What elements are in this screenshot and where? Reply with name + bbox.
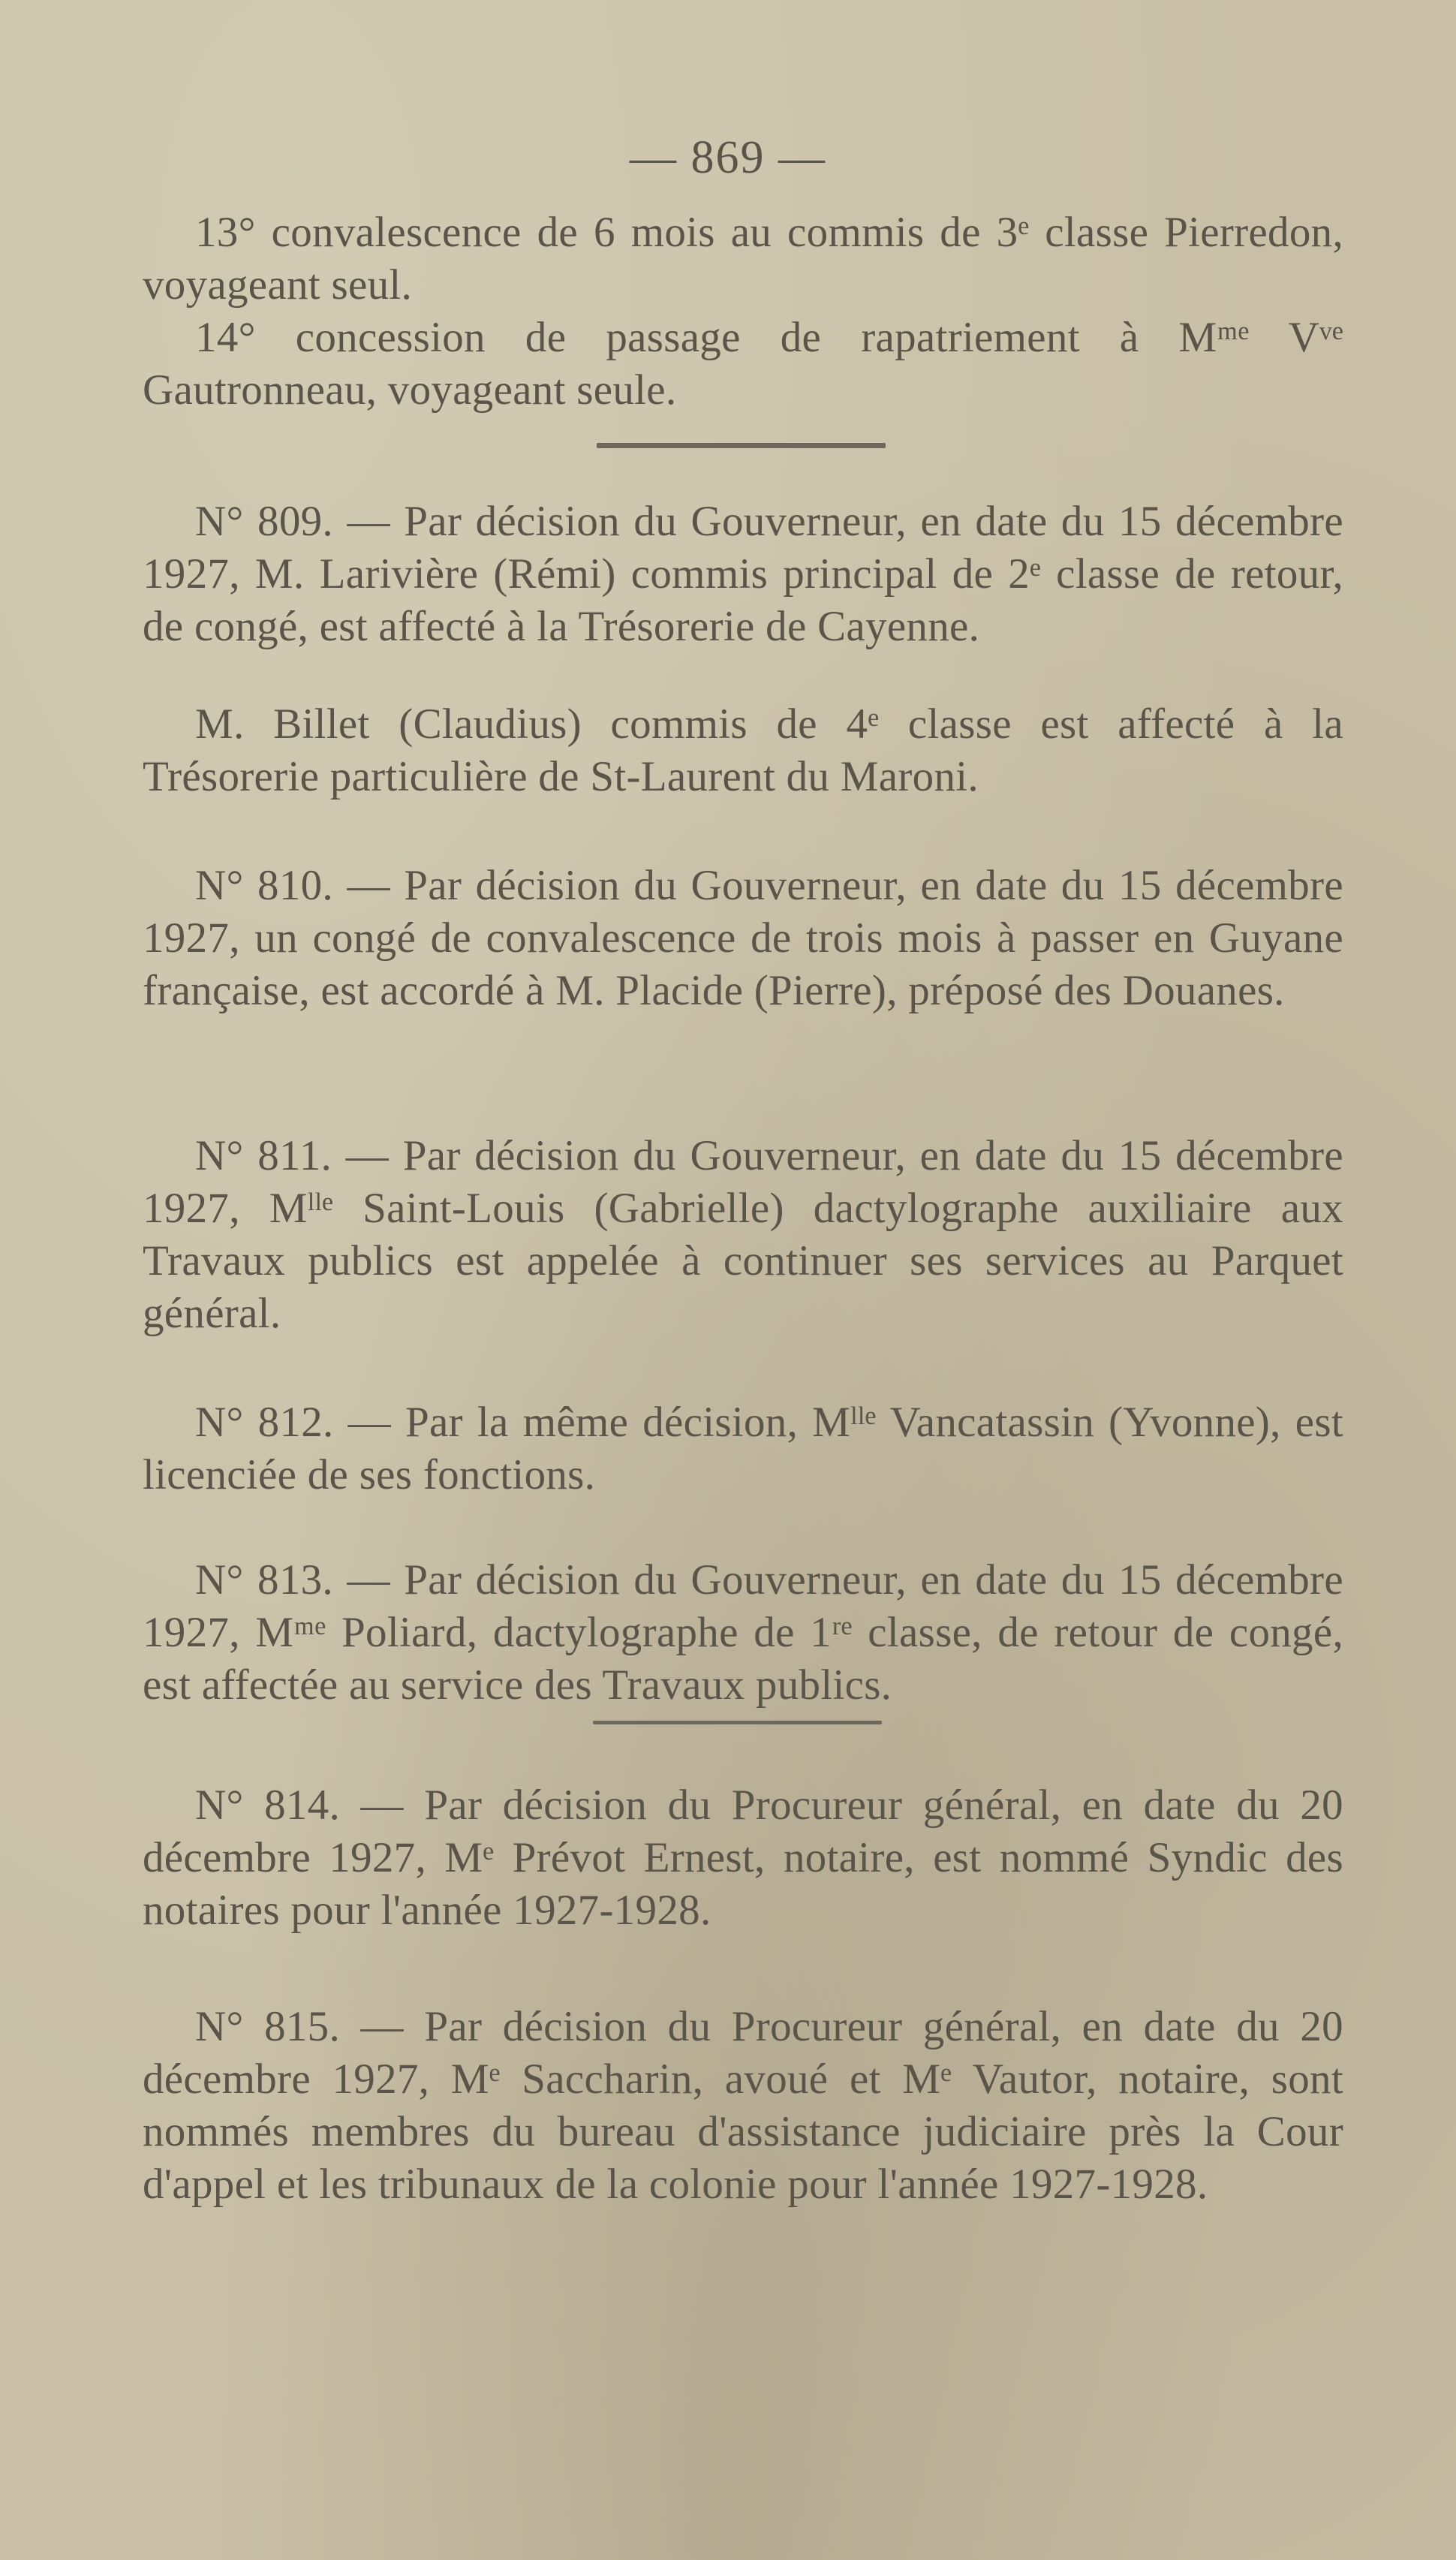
- paragraph-text: N° 811. — Par décision du Gouverneur, en date du 15 décembre 1927, Mˡˡᵉ Saint-Louis (Gabrielle) dactylographe auxiliaire aux Travaux publics est appelée à continuer ses services au Parquet général.: [143, 1132, 1343, 1337]
- page-number: — 869 —: [630, 132, 826, 183]
- paragraph-decision-809: [143, 495, 1343, 653]
- paragraph-text: N° 813. — Par décision du Gouverneur, en date du 15 décembre 1927, Mᵐᵉ Poliard, dactylographe de 1ʳᵉ classe, de retour de congé, est affectée au service des Travaux publics.: [143, 1556, 1343, 1709]
- paragraph-decision-810: [143, 860, 1343, 1017]
- paragraph-text: 14° concession de passage de rapatriement à Mᵐᵉ Vᵛᵉ Gautronneau, voyageant seule.: [143, 314, 1343, 414]
- paragraph-text: N° 814. — Par décision du Procureur général, en date du 20 décembre 1927, Mᵉ Prévot Ernest, notaire, est nommé Syndic des notaires pour l'année 1927-1928.: [143, 1781, 1343, 1934]
- paragraph-text: M. Billet (Claudius) commis de 4ᵉ classe est affecté à la Trésorerie particulière de St-Laurent du Maroni.: [143, 700, 1343, 800]
- paragraph-decision-813: [143, 1554, 1343, 1712]
- paragraph-item-13: [143, 206, 1343, 312]
- paragraph-text: N° 810. — Par décision du Gouverneur, en date du 15 décembre 1927, un congé de convalescence de trois mois à passer en Guyane française, est accordé à M. Placide (Pierre), préposé des Douanes.: [143, 862, 1343, 1014]
- paragraph-decision-812: [143, 1396, 1343, 1501]
- section-divider: [597, 443, 886, 448]
- paragraph-decision-814: [143, 1779, 1343, 1937]
- paragraph-text: N° 809. — Par décision du Gouverneur, en date du 15 décembre 1927, M. Larivière (Rémi) commis principal de 2ᵉ classe de retour, de congé, est affecté à la Trésorerie de Cayenne.: [143, 498, 1343, 650]
- section-divider: [593, 1721, 882, 1724]
- paragraph-decision-815: [143, 2001, 1343, 2211]
- paragraph-decision-809-billet: [143, 698, 1343, 803]
- paragraph-decision-811: [143, 1130, 1343, 1340]
- paragraph-text: 13° convalescence de 6 mois au commis de 3ᵉ classe Pierredon, voyageant seul.: [143, 209, 1343, 309]
- paragraph-text: N° 812. — Par la même décision, Mˡˡᵉ Vancatassin (Yvonne), est licenciée de ses fonctions.: [143, 1399, 1343, 1498]
- paragraph-text: N° 815. — Par décision du Procureur général, en date du 20 décembre 1927, Mᵉ Saccharin, avoué et Mᵉ Vautor, notaire, sont nommés membres du bureau d'assistance judiciaire près la Cour d'appel et les tribunaux de la colonie pour l'année 1927-1928.: [143, 2003, 1343, 2208]
- paragraph-item-14: [143, 312, 1343, 417]
